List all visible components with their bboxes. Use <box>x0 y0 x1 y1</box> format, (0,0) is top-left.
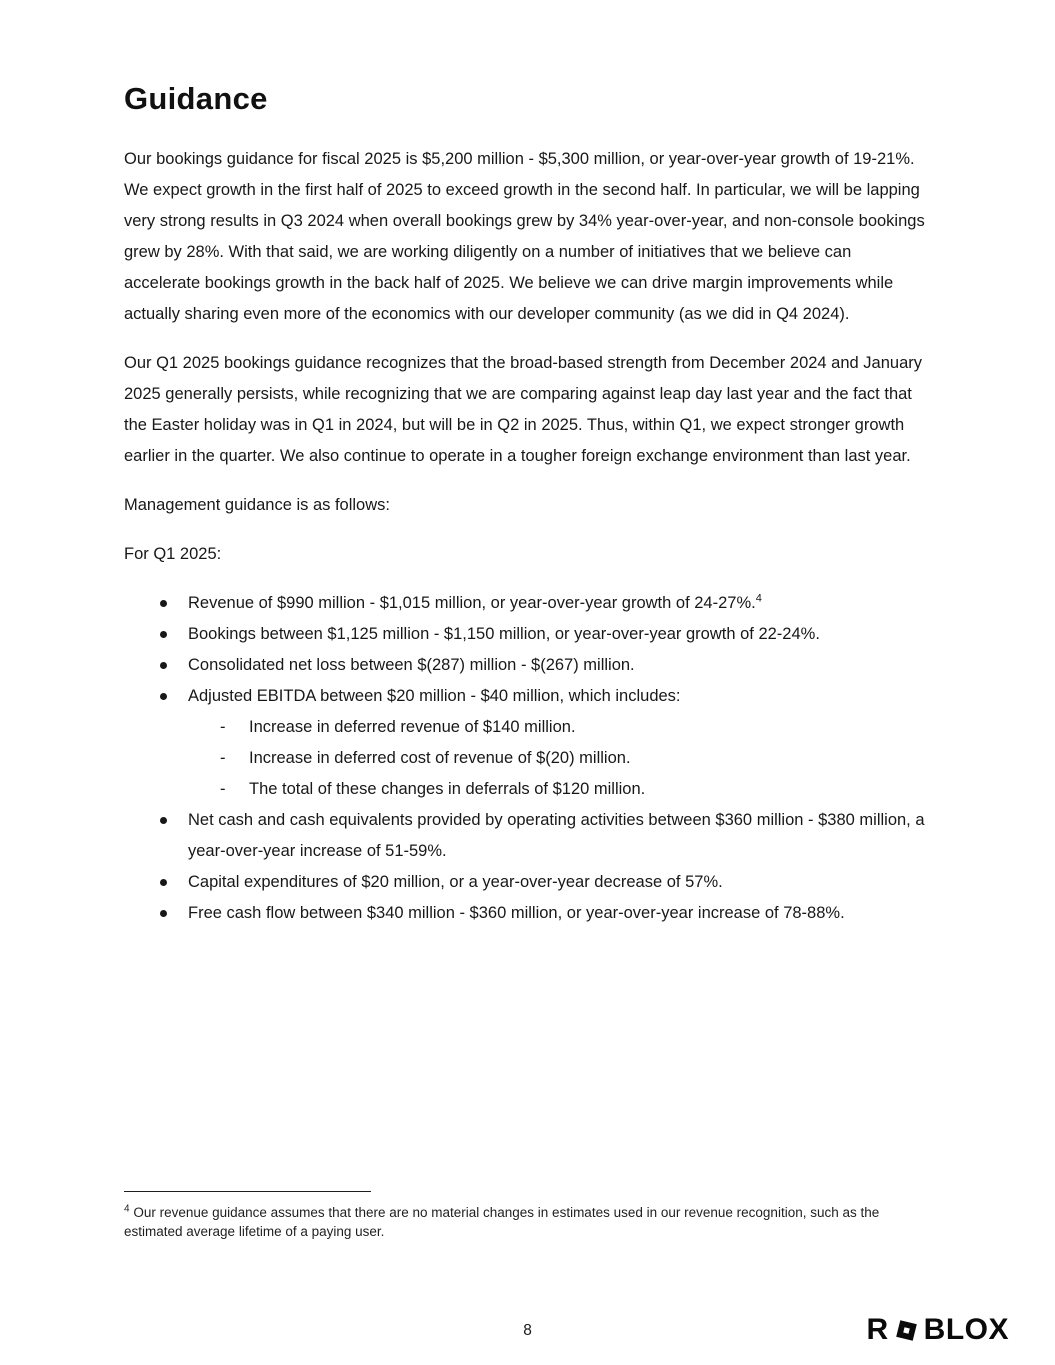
sub-bullet-item-deferred-revenue <box>124 712 930 743</box>
footnote-divider <box>124 1191 371 1192</box>
guidance-sub-bullet-list <box>124 712 930 805</box>
guidance-bullet-list-top <box>124 588 930 712</box>
footnote-text <box>124 1203 934 1241</box>
bullet-item-capex <box>124 867 930 898</box>
roblox-tilted-square-icon <box>893 1317 920 1344</box>
bullet-text: Consolidated net loss between $(287) million - $(267) million. <box>188 656 635 675</box>
footnote <box>124 1191 934 1241</box>
bullet-item-free-cash-flow <box>124 898 930 929</box>
bullet-text: Capital expenditures of $20 million, or a year-over-year decrease of 57%. <box>188 873 723 892</box>
bullet-item-net-cash <box>124 805 930 867</box>
footnote-reference: 4 <box>755 592 762 605</box>
sub-bullet-text: The total of these changes in deferrals of $120 million. <box>249 780 646 799</box>
bullet-item-adjusted-ebitda <box>124 681 930 712</box>
bullet-text: Adjusted EBITDA between $20 million - $40 million, which includes: <box>188 687 681 706</box>
bullet-text: Free cash flow between $340 million - $360 million, or year-over-year increase of 78-88%. <box>188 904 845 923</box>
logo-text-blox: BLOX <box>923 1313 1009 1346</box>
bullet-text: Bookings between $1,125 million - $1,150 million, or year-over-year growth of 22-24%. <box>188 625 820 644</box>
sub-bullet-item-deferred-cost <box>124 743 930 774</box>
sub-bullet-text: Increase in deferred cost of revenue of $(20) million. <box>249 749 631 768</box>
bullet-item-bookings <box>124 619 930 650</box>
page-title: Guidance <box>124 81 268 116</box>
bullet-item-net-loss <box>124 650 930 681</box>
bullet-item-revenue <box>124 588 930 619</box>
bullet-text: Revenue of $990 million - $1,015 million, or year-over-year growth of 24-27%. <box>188 594 756 613</box>
paragraph-for-q1: For Q1 2025: <box>124 545 222 564</box>
guidance-bullet-list-bottom <box>124 805 930 929</box>
paragraph-management-guidance: Management guidance is as follows: <box>124 496 390 515</box>
page-number: 8 <box>523 1322 532 1339</box>
paragraph-bookings-guidance: Our bookings guidance for fiscal 2025 is $5,200 million - $5,300 million, or year-over-year growth of 19-21%. We expect growth in the first half of 2025 to exceed growth in the second half. In particular, we will be lapping very strong results in Q3 2024 when overall bookings grew by 34% year-over-year, and non-console bookings grew by 28%. With that said, we are working diligently on a number of initiatives that we believe can accelerate bookings growth in the back half of 2025. We believe we can drive margin improvements while actually sharing even more of the economics with our developer community (as we did in Q4 2024). <box>124 150 925 324</box>
paragraph-q1-guidance: Our Q1 2025 bookings guidance recognizes that the broad-based strength from December 2024 and January 2025 generally persists, while recognizing that we are comparing against leap day last year and the fact that the Easter holiday was in Q1 in 2024, but will be in Q2 in 2025. Thus, within Q1, we expect stronger growth earlier in the quarter. We also continue to operate in a tougher foreign exchange environment than last year. <box>124 354 922 466</box>
footnote-marker: 4 <box>124 1203 130 1215</box>
footnote-body: Our revenue guidance assumes that there are no material changes in estimates used in our revenue recognition, such as the estimated average lifetime of a paying user. <box>124 1205 880 1239</box>
bullet-text: Net cash and cash equivalents provided by operating activities between $360 million - $380 million, a year-over-year increase of 51-59%. <box>188 811 925 861</box>
roblox-logo <box>866 1313 1009 1347</box>
logo-text-r: R <box>866 1313 889 1346</box>
sub-bullet-item-deferrals-total <box>124 774 930 805</box>
sub-bullet-text: Increase in deferred revenue of $140 million. <box>249 718 576 737</box>
